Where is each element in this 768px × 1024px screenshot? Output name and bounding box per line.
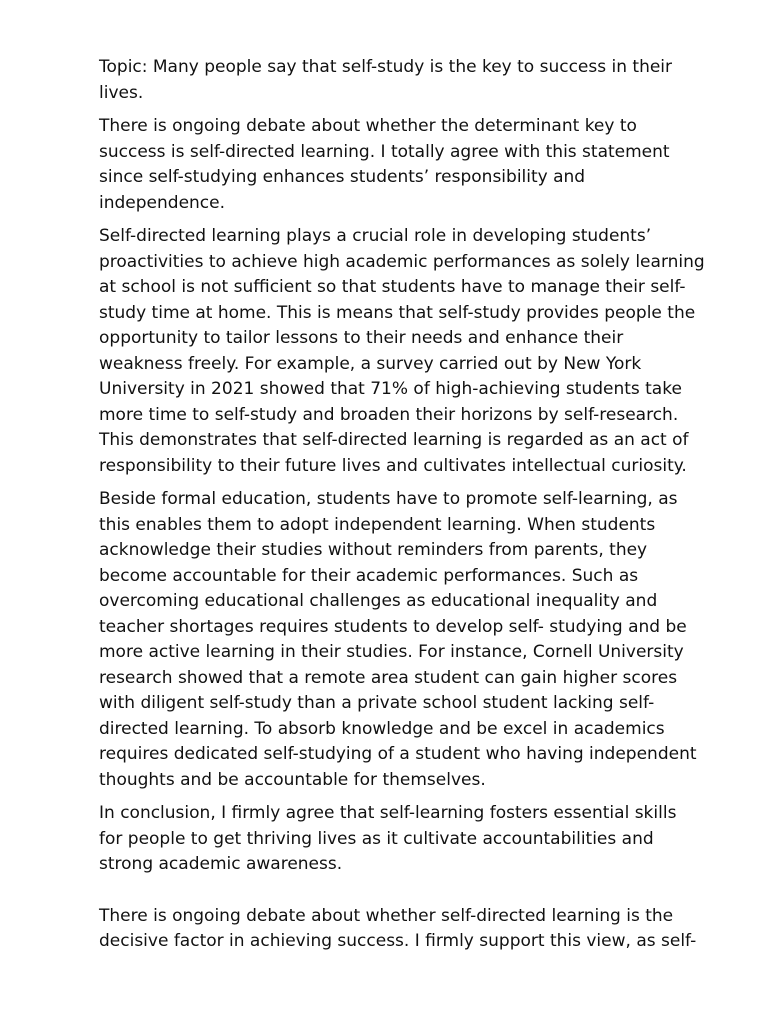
document-body — [99, 55, 705, 963]
topic-line: Topic: Many people say that self-study is the key to success in their lives. — [99, 57, 673, 103]
intro-paragraph: There is ongoing debate about whether the determinant key to success is self-directed learning. I totally agree with this statement since self-studying enhances students’ responsibility and independence. — [99, 116, 670, 213]
revised-intro-paragraph: There is ongoing debate about whether self-directed learning is the decisive factor in achieving success. I firmly support this view, as self- — [99, 905, 697, 951]
conclusion-paragraph: In conclusion, I firmly agree that self-learning fosters essential skills for people to get thriving lives as it cultivate accountabilities and strong academic awareness. — [99, 803, 677, 874]
body-paragraph-2: Beside formal education, students have to promote self-learning, as this enables them to adopt independent learning. When students acknowledge their studies without reminders from parents, they become accountable for their academic performances. Such as overcoming educational challenges as educational inequality and teacher shortages requires students to develop self- studying and be more active learning in their studies. For instance, Cornell University research showed that a remote area student can gain higher scores with diligent self-study than a private school student lacking self-directed learning. To absorb knowledge and be excel in academics requires dedicated self-studying of a student who having independent thoughts and be accountable for themselves. — [99, 489, 697, 790]
body-paragraph-1: Self-directed learning plays a crucial role in developing students’ proactivities to achieve high academic performances as solely learning at school is not sufficient so that students have to manage their self-study time at home. This is means that self-study provides people the opportunity to tailor lessons to their needs and enhance their weakness freely. For example, a survey carried out by New York University in 2021 showed that 71% of high-achieving students take more time to self-study and broaden their horizons by self-research. This demonstrates that self-directed learning is regarded as an act of responsibility to their future lives and cultivates intellectual curiosity. — [99, 226, 705, 476]
